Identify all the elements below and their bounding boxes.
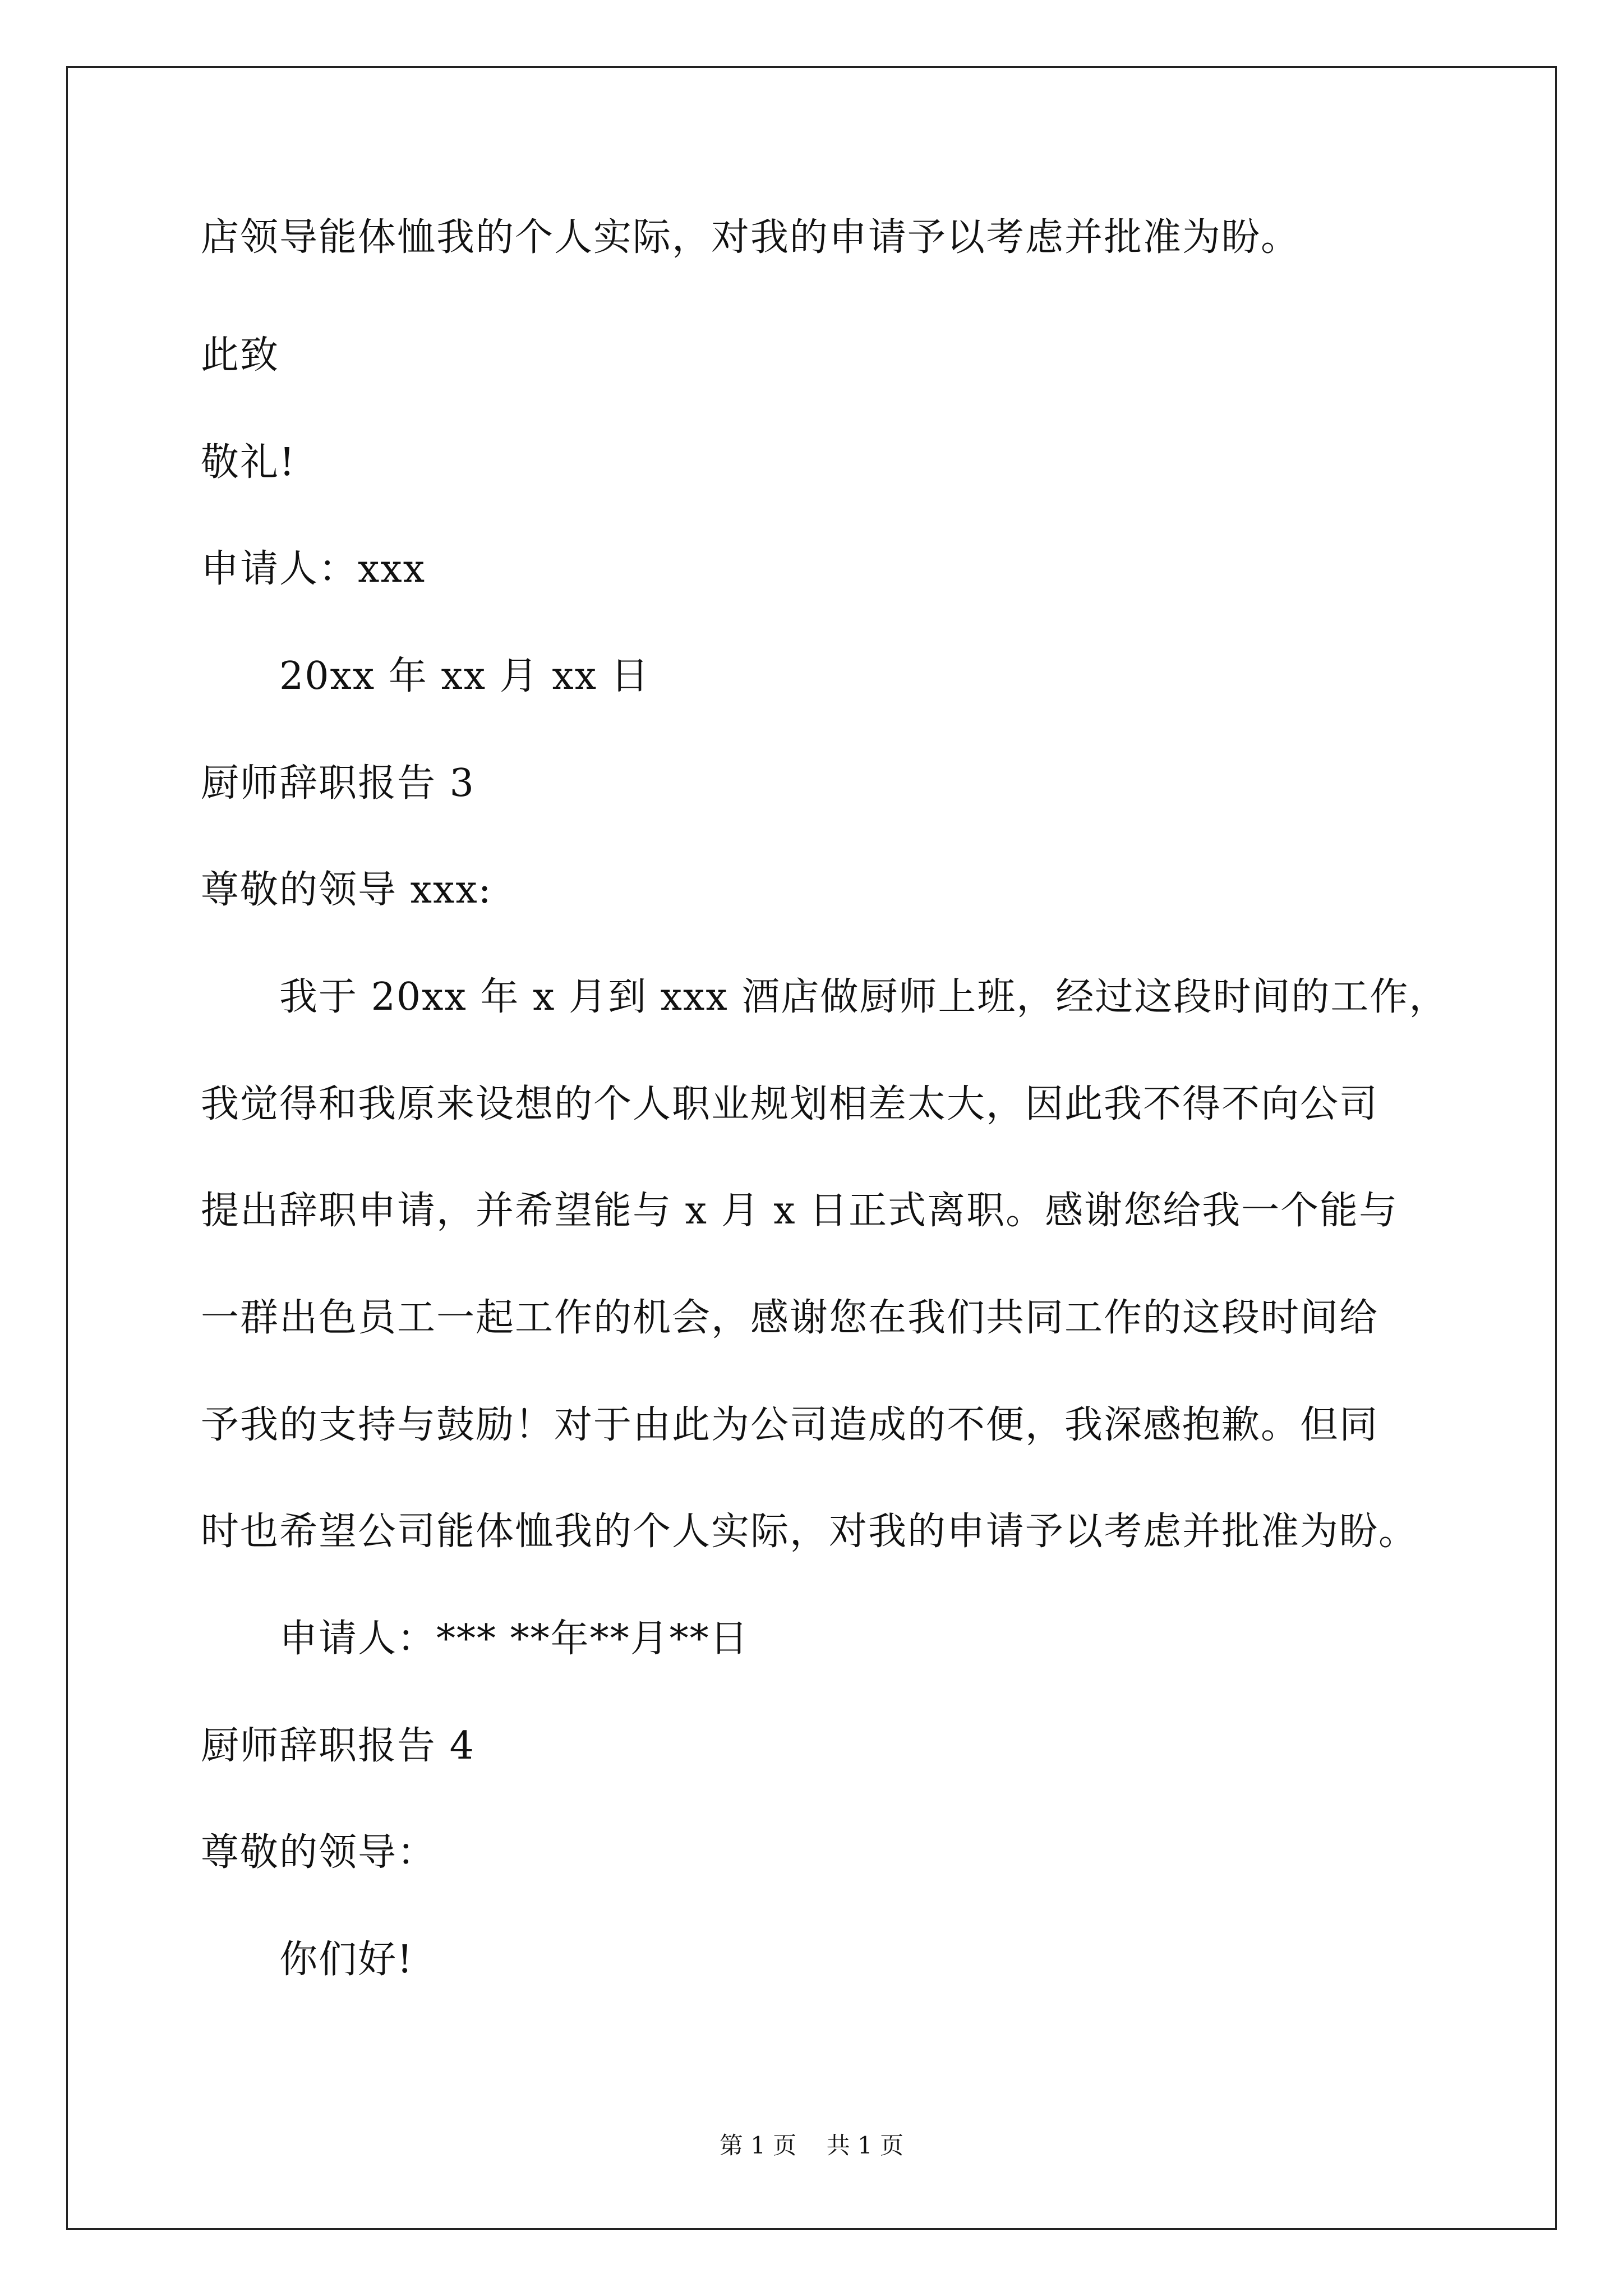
- section-heading: 厨师辞职报告 3: [201, 761, 475, 806]
- paragraph-line: 予我的支持与鼓励！对于由此为公司造成的不便，我深感抱歉。但同: [201, 1403, 1379, 1447]
- paragraph-line: 提出辞职申请，并希望能与 x 月 x 日正式离职。感谢您给我一个能与: [201, 1189, 1399, 1233]
- date-line: 20xx 年 xx 月 xx 日: [279, 654, 650, 698]
- paragraph-line: 店领导能体恤我的个人实际，对我的申请予以考虑并批准为盼。: [201, 215, 1301, 260]
- page-footer: 第 1 页 共 1 页: [719, 2132, 904, 2159]
- paragraph-line: 我觉得和我原来设想的个人职业规划相差太大，因此我不得不向公司: [201, 1082, 1379, 1126]
- applicant-line: 申请人：xxx: [201, 547, 426, 591]
- applicant-date-line: 申请人：*** **年**月**日: [279, 1617, 749, 1661]
- section-heading: 厨师辞职报告 4: [201, 1724, 475, 1768]
- greeting-line: 尊敬的领导：: [201, 1830, 437, 1875]
- paragraph-line: 一群出色员工一起工作的机会，感谢您在我们共同工作的这段时间给: [201, 1296, 1379, 1340]
- closing-salutation: 此致: [201, 333, 280, 378]
- paragraph-line: 我于 20xx 年 x 月到 xxx 酒店做厨师上班，经过这段时间的工作，: [279, 975, 1449, 1019]
- page-border: [66, 66, 1557, 2230]
- closing-regards: 敬礼!: [201, 440, 296, 485]
- greeting-line: 尊敬的领导 xxx:: [201, 868, 492, 912]
- paragraph-line: 时也希望公司能体恤我的个人实际，对我的申请予以考虑并批准为盼。: [201, 1510, 1418, 1554]
- opening-line: 你们好!: [279, 1938, 414, 1982]
